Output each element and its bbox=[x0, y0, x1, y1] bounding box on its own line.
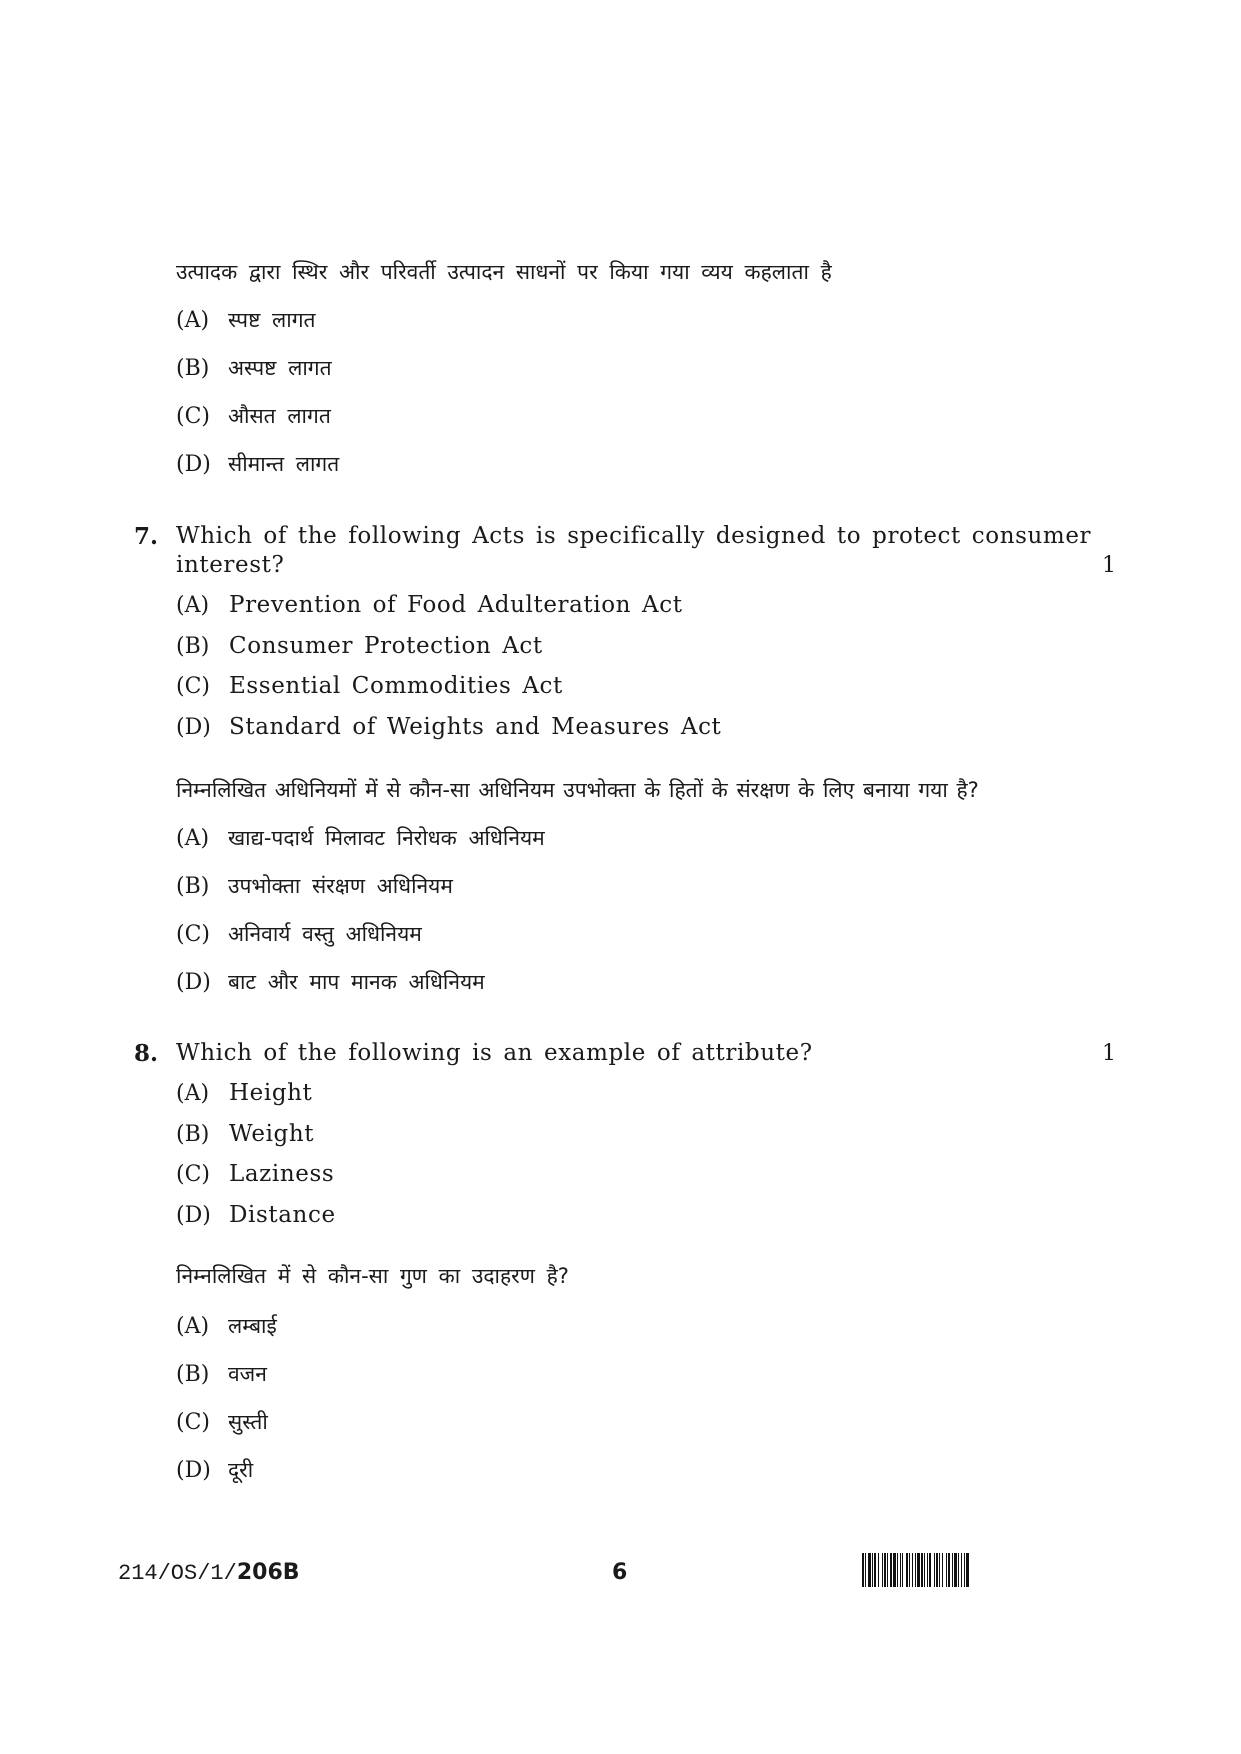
paper-code-prefix: 214/OS/1/ bbox=[118, 1561, 237, 1586]
q8-hindi-option-d: दूरी bbox=[228, 1458, 254, 1482]
q8-hindi-option-a-label: (A) bbox=[176, 1314, 210, 1339]
q8-number: 8. bbox=[134, 1040, 159, 1067]
q7-stem-line2: interest? bbox=[176, 552, 285, 578]
q7-hindi-option-b-label: (B) bbox=[176, 874, 210, 899]
q7-hindi-option-a-label: (A) bbox=[176, 826, 210, 851]
q7-hindi-option-c: अनिवार्य वस्तु अधिनियम bbox=[228, 922, 422, 946]
q7-hindi-option-b: उपभोक्ता संरक्षण अधिनियम bbox=[228, 874, 453, 898]
q7-option-a: Prevention of Food Adulteration Act bbox=[229, 592, 683, 618]
q6-option-b-label: (B) bbox=[176, 356, 210, 381]
q6-option-c-label: (C) bbox=[176, 404, 210, 429]
paper-code-bold: 206B bbox=[236, 1560, 300, 1585]
q8-marks: 1 bbox=[1102, 1041, 1116, 1066]
q8-hindi-option-b-label: (B) bbox=[176, 1362, 210, 1387]
q7-hindi-stem: निम्नलिखित अधिनियमों में से कौन-सा अधिनियम उपभोक्ता के हितों के संरक्षण के लिए बनाया गया है? bbox=[176, 778, 979, 802]
q8-hindi-stem: निम्नलिखित में से कौन-सा गुण का उदाहरण है? bbox=[176, 1264, 569, 1288]
q8-stem: Which of the following is an example of attribute? bbox=[176, 1040, 813, 1066]
q7-hindi-option-d-label: (D) bbox=[176, 970, 211, 995]
q6-option-d: सीमान्त लागत bbox=[228, 452, 340, 476]
q6-option-a-label: (A) bbox=[176, 308, 210, 333]
q8-option-b-label: (B) bbox=[176, 1122, 210, 1147]
q7-number: 7. bbox=[134, 523, 159, 550]
q7-option-b-label: (B) bbox=[176, 634, 210, 659]
barcode-icon bbox=[862, 1553, 1120, 1587]
q8-hindi-option-d-label: (D) bbox=[176, 1458, 211, 1483]
q8-hindi-option-c-label: (C) bbox=[176, 1410, 210, 1435]
q6-option-d-label: (D) bbox=[176, 452, 211, 477]
q7-hindi-option-d: बाट और माप मानक अधिनियम bbox=[228, 970, 485, 994]
q7-hindi-option-c-label: (C) bbox=[176, 922, 210, 947]
q7-option-c: Essential Commodities Act bbox=[229, 673, 563, 699]
q7-stem-line1: Which of the following Acts is specifically designed to protect consumer bbox=[176, 523, 1092, 549]
q7-option-d: Standard of Weights and Measures Act bbox=[229, 714, 722, 740]
q8-hindi-option-b: वजन bbox=[228, 1362, 267, 1386]
q8-option-a: Height bbox=[229, 1080, 313, 1106]
q8-hindi-option-a: लम्बाई bbox=[228, 1314, 277, 1338]
q7-option-c-label: (C) bbox=[176, 674, 210, 699]
q6-option-c: औसत लागत bbox=[228, 404, 331, 428]
q7-option-d-label: (D) bbox=[176, 715, 211, 740]
page-number: 6 bbox=[612, 1560, 628, 1585]
paper-code bbox=[118, 1560, 300, 1586]
q7-option-b: Consumer Protection Act bbox=[229, 633, 543, 659]
q8-option-d-label: (D) bbox=[176, 1203, 211, 1228]
q7-hindi-option-a: खाद्य-पदार्थ मिलावट निरोधक अधिनियम bbox=[228, 826, 545, 850]
q6-option-a: स्पष्ट लागत bbox=[228, 308, 316, 332]
q7-option-a-label: (A) bbox=[176, 593, 210, 618]
q7-marks: 1 bbox=[1102, 553, 1116, 578]
q6-hindi-stem: उत्पादक द्वारा स्थिर और परिवर्ती उत्पादन साधनों पर किया गया व्यय कहलाता है bbox=[176, 260, 832, 284]
q8-option-c-label: (C) bbox=[176, 1162, 210, 1187]
q8-option-c: Laziness bbox=[229, 1161, 335, 1187]
q8-option-d: Distance bbox=[229, 1202, 336, 1228]
q8-option-a-label: (A) bbox=[176, 1081, 210, 1106]
q8-hindi-option-c: सुस्ती bbox=[228, 1410, 268, 1434]
q8-option-b: Weight bbox=[229, 1121, 315, 1147]
q6-option-b: अस्पष्ट लागत bbox=[228, 356, 332, 380]
